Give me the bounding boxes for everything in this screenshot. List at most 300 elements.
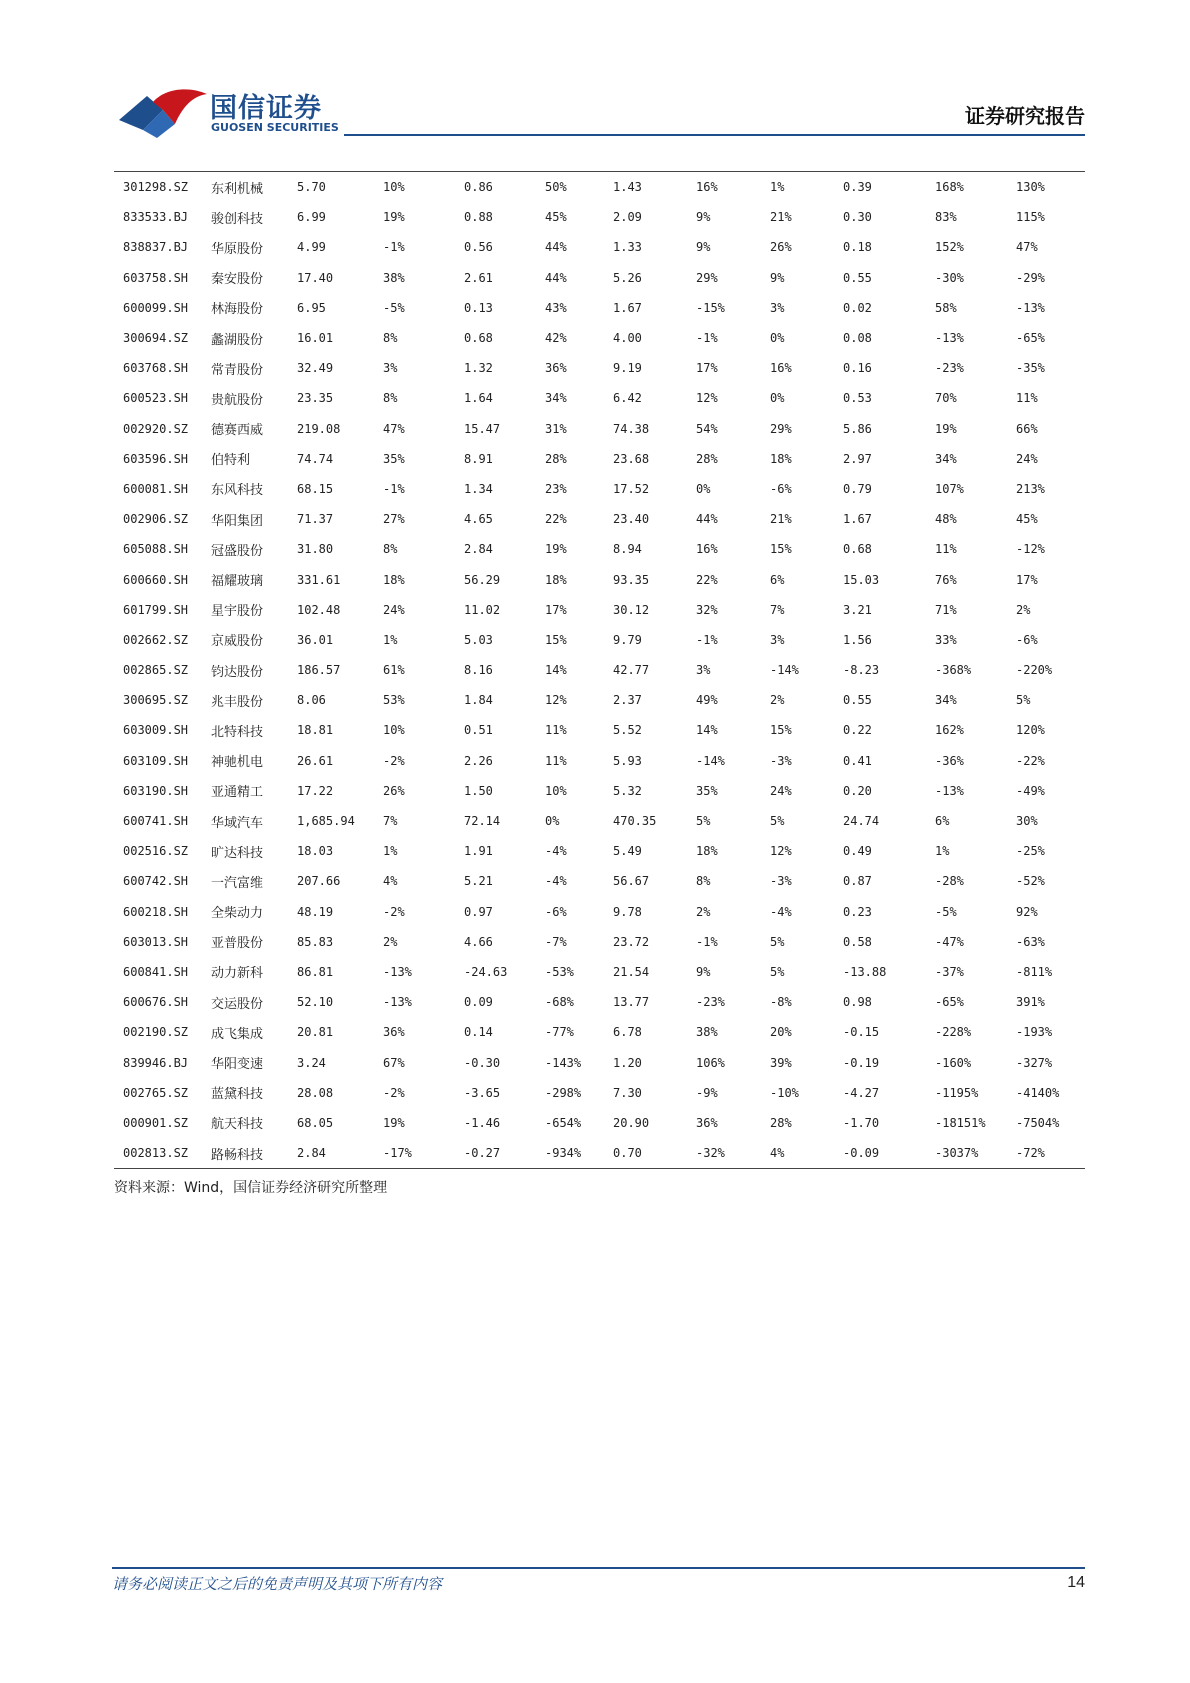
table-cell: 18% — [770, 451, 792, 466]
table-cell: -65% — [1016, 331, 1045, 346]
table-cell: -13% — [383, 995, 412, 1010]
table-body — [114, 172, 1085, 1169]
table-cell: 27% — [383, 512, 405, 527]
table-cell: 68.05 — [297, 1115, 334, 1130]
table-cell: 45% — [545, 210, 567, 225]
table-cell: 0.56 — [464, 240, 493, 255]
table-cell: 2.84 — [297, 1146, 326, 1161]
footer-divider — [112, 1567, 1085, 1569]
table-cell: 34% — [935, 451, 957, 466]
table-cell: 34% — [545, 391, 567, 406]
stock-name-cell: 钧达股份 — [211, 664, 264, 680]
table-cell: 23.40 — [613, 512, 650, 527]
table-row — [114, 957, 1085, 987]
table-cell: -77% — [545, 1025, 574, 1040]
stock-code-cell: 603190.SH — [123, 783, 189, 798]
table-cell: 10% — [545, 783, 567, 798]
table-cell: 5.93 — [613, 753, 642, 768]
table-cell: 47% — [1016, 240, 1038, 255]
table-cell: 8% — [383, 331, 398, 346]
table-cell: 3% — [770, 632, 785, 647]
table-cell: -22% — [1016, 753, 1045, 768]
table-cell: 1.67 — [843, 512, 872, 527]
stock-name-cell: 成飞集成 — [211, 1026, 264, 1042]
stock-code-cell: 002190.SZ — [123, 1025, 189, 1040]
table-cell: 1.91 — [464, 844, 493, 859]
stock-name-cell: 全柴动力 — [211, 906, 264, 922]
table-cell: 71.37 — [297, 512, 334, 527]
table-cell: 5.86 — [843, 421, 872, 436]
table-row — [114, 383, 1085, 413]
table-cell: 3.21 — [843, 602, 872, 617]
table-cell: 0.68 — [843, 542, 872, 557]
stock-code-cell: 600081.SH — [123, 481, 189, 496]
table-row — [114, 836, 1085, 866]
table-row — [114, 353, 1085, 383]
table-cell: -36% — [935, 753, 964, 768]
stock-code-cell: 002920.SZ — [123, 421, 189, 436]
stock-code-cell: 300695.SZ — [123, 693, 189, 708]
stock-name-cell: 亚通精工 — [211, 785, 264, 801]
stock-name-cell: 旷达科技 — [211, 845, 264, 861]
stock-name-cell: 伯特利 — [211, 453, 251, 469]
table-cell: 44% — [545, 240, 567, 255]
brand-name-cn: 国信证券 — [210, 93, 322, 124]
stock-code-cell: 301298.SZ — [123, 180, 189, 195]
table-cell: -0.27 — [464, 1146, 501, 1161]
guosen-logo-icon — [117, 86, 209, 140]
table-cell: 0.88 — [464, 210, 493, 225]
table-cell: -6% — [1016, 632, 1038, 647]
table-cell: 331.61 — [297, 572, 341, 587]
table-row — [114, 172, 1085, 203]
stock-valuation-table — [114, 171, 1085, 1169]
table-cell: -327% — [1016, 1055, 1053, 1070]
table-cell: 39% — [770, 1055, 792, 1070]
table-cell: 10% — [383, 180, 405, 195]
page-number: 14 — [1067, 1574, 1085, 1591]
table-cell: -4% — [770, 904, 792, 919]
table-cell: 19% — [545, 542, 567, 557]
table-cell: 50% — [545, 180, 567, 195]
table-cell: 31.80 — [297, 542, 334, 557]
stock-code-cell: 833533.BJ — [123, 210, 189, 225]
table-cell: 23.35 — [297, 391, 334, 406]
table-cell: 0.51 — [464, 723, 493, 738]
table-row — [114, 564, 1085, 594]
table-cell: 24% — [770, 783, 792, 798]
table-cell: 0.55 — [843, 270, 872, 285]
table-cell: 1.43 — [613, 180, 642, 195]
table-cell: 18.81 — [297, 723, 334, 738]
table-cell: 5.03 — [464, 632, 493, 647]
table-cell: 0.87 — [843, 874, 872, 889]
brand-name-en: GUOSEN SECURITIES — [211, 121, 339, 134]
stock-name-cell: 华原股份 — [211, 241, 264, 257]
stock-name-cell: 华阳变速 — [211, 1057, 264, 1073]
table-cell: 15.47 — [464, 421, 501, 436]
stock-name-cell: 兆丰股份 — [211, 694, 264, 710]
table-cell: 186.57 — [297, 663, 341, 678]
table-cell: 5.70 — [297, 180, 326, 195]
table-cell: 0.97 — [464, 904, 493, 919]
table-cell: -4% — [545, 874, 567, 889]
table-cell: -23% — [935, 361, 964, 376]
table-row — [114, 776, 1085, 806]
table-cell: -4% — [545, 844, 567, 859]
table-cell: 1.50 — [464, 783, 493, 798]
table-cell: 18.03 — [297, 844, 334, 859]
table-cell: 22% — [696, 572, 718, 587]
stock-name-cell: 林海股份 — [211, 302, 264, 318]
table-row — [114, 715, 1085, 745]
table-row — [114, 474, 1085, 504]
stock-code-cell: 600676.SH — [123, 995, 189, 1010]
table-cell: 1,685.94 — [297, 814, 355, 829]
table-cell: 61% — [383, 663, 405, 678]
stock-code-cell: 600523.SH — [123, 391, 189, 406]
table-cell: 24.74 — [843, 814, 880, 829]
table-cell: -8.23 — [843, 663, 880, 678]
table-cell: -7% — [545, 934, 567, 949]
table-cell: 6.78 — [613, 1025, 642, 1040]
table-cell: 17% — [696, 361, 718, 376]
table-cell: 48.19 — [297, 904, 334, 919]
report-type-label: 证券研究报告 — [965, 104, 1085, 128]
table-cell: 168% — [935, 180, 964, 195]
stock-name-cell: 亚普股份 — [211, 936, 264, 952]
table-cell: 102.48 — [297, 602, 341, 617]
table-cell: 30.12 — [613, 602, 650, 617]
table-cell: 26.61 — [297, 753, 334, 768]
table-cell: -0.19 — [843, 1055, 880, 1070]
stock-code-cell: 605088.SH — [123, 542, 189, 557]
disclaimer-text: 请务必阅读正文之后的免责声明及其项下所有内容 — [112, 1575, 443, 1593]
table-row — [114, 534, 1085, 564]
table-cell: -35% — [1016, 361, 1045, 376]
table-cell: 29% — [696, 270, 718, 285]
stock-name-cell: 蠡湖股份 — [211, 332, 264, 348]
table-cell: -15% — [696, 300, 725, 315]
table-cell: 2.61 — [464, 270, 493, 285]
stock-name-cell: 蓝黛科技 — [211, 1087, 264, 1103]
table-cell: 17% — [545, 602, 567, 617]
table-cell: -1% — [696, 632, 718, 647]
table-cell: 219.08 — [297, 421, 341, 436]
stock-code-cell: 600660.SH — [123, 572, 189, 587]
table-cell: 58% — [935, 300, 957, 315]
stock-name-cell: 秦安股份 — [211, 272, 264, 288]
table-row — [114, 595, 1085, 625]
table-cell: 1% — [383, 632, 398, 647]
table-cell: 24% — [383, 602, 405, 617]
stock-name-cell: 航天科技 — [211, 1117, 264, 1133]
stock-code-cell: 601799.SH — [123, 602, 189, 617]
table-cell: 3% — [383, 361, 398, 376]
table-cell: 8% — [383, 391, 398, 406]
table-cell: 4.66 — [464, 934, 493, 949]
table-cell: 30% — [1016, 814, 1038, 829]
table-cell: 2.26 — [464, 753, 493, 768]
table-cell: 1% — [770, 180, 785, 195]
table-cell: -8% — [770, 995, 792, 1010]
table-cell: 7% — [770, 602, 785, 617]
table-cell: 6% — [935, 814, 950, 829]
table-cell: 21% — [770, 210, 792, 225]
table-cell: 0.30 — [843, 210, 872, 225]
table-cell: 0.58 — [843, 934, 872, 949]
table-cell: 2% — [383, 934, 398, 949]
table-cell: 0% — [770, 391, 785, 406]
stock-name-cell: 福耀玻璃 — [211, 574, 264, 590]
table-cell: -24.63 — [464, 964, 508, 979]
table-cell: -65% — [935, 995, 964, 1010]
table-cell: -30% — [935, 270, 964, 285]
table-cell: 391% — [1016, 995, 1045, 1010]
stock-code-cell: 600741.SH — [123, 814, 189, 829]
table-cell: 33% — [935, 632, 957, 647]
table-cell: -2% — [383, 904, 405, 919]
table-cell: 11% — [545, 753, 567, 768]
table-cell: 45% — [1016, 512, 1038, 527]
table-cell: 2.09 — [613, 210, 642, 225]
table-cell: 2.37 — [613, 693, 642, 708]
table-cell: -68% — [545, 995, 574, 1010]
table-cell: 19% — [383, 210, 405, 225]
table-cell: 20% — [770, 1025, 792, 1040]
table-cell: 5% — [1016, 693, 1031, 708]
stock-code-cell: 600841.SH — [123, 964, 189, 979]
table-cell: 19% — [935, 421, 957, 436]
stock-code-cell: 002765.SZ — [123, 1085, 189, 1100]
table-cell: -32% — [696, 1146, 725, 1161]
table-cell: 21% — [770, 512, 792, 527]
table-cell: 26% — [770, 240, 792, 255]
table-cell: 162% — [935, 723, 964, 738]
table-cell: 6.95 — [297, 300, 326, 315]
stock-code-cell: 838837.BJ — [123, 240, 189, 255]
table-cell: 0.70 — [613, 1146, 642, 1161]
table-cell: -52% — [1016, 874, 1045, 889]
table-cell: -1% — [383, 481, 405, 496]
table-cell: 23% — [545, 481, 567, 496]
table-cell: 1.34 — [464, 481, 493, 496]
table-cell: 5.49 — [613, 844, 642, 859]
stock-name-cell: 德赛西威 — [211, 423, 264, 439]
stock-name-cell: 常青股份 — [211, 362, 264, 378]
table-cell: -2% — [383, 753, 405, 768]
stock-name-cell: 骏创科技 — [211, 211, 264, 227]
table-cell: 9.79 — [613, 632, 642, 647]
table-cell: 16.01 — [297, 331, 334, 346]
table-cell: 1.33 — [613, 240, 642, 255]
table-cell: 18% — [545, 572, 567, 587]
page-header — [0, 0, 1190, 140]
table-cell: 3% — [696, 663, 711, 678]
stock-code-cell: 002813.SZ — [123, 1146, 189, 1161]
table-cell: 5% — [770, 934, 785, 949]
table-cell: 3.24 — [297, 1055, 326, 1070]
table-cell: 48% — [935, 512, 957, 527]
table-cell: 53% — [383, 693, 405, 708]
table-cell: 28.08 — [297, 1085, 334, 1100]
table-cell: 11% — [1016, 391, 1038, 406]
stock-name-cell: 星宇股份 — [211, 604, 264, 620]
stock-name-cell: 动力新科 — [211, 966, 264, 982]
table-cell: 20.90 — [613, 1115, 650, 1130]
table-cell: 0.55 — [843, 693, 872, 708]
stock-table-container — [114, 171, 1085, 1169]
table-cell: 0.13 — [464, 300, 493, 315]
stock-name-cell: 路畅科技 — [211, 1147, 264, 1163]
table-cell: -25% — [1016, 844, 1045, 859]
table-cell: 470.35 — [613, 814, 657, 829]
stock-code-cell: 002516.SZ — [123, 844, 189, 859]
table-cell: -0.09 — [843, 1146, 880, 1161]
table-row — [114, 866, 1085, 896]
table-cell: 15% — [770, 723, 792, 738]
table-cell: 16% — [696, 180, 718, 195]
table-cell: 74.38 — [613, 421, 650, 436]
table-cell: 22% — [545, 512, 567, 527]
table-cell: 3% — [770, 300, 785, 315]
table-cell: 28% — [696, 451, 718, 466]
table-cell: 7.30 — [613, 1085, 642, 1100]
stock-code-cell: 002865.SZ — [123, 663, 189, 678]
table-cell: 15.03 — [843, 572, 880, 587]
stock-name-cell: 冠盛股份 — [211, 543, 264, 559]
table-cell: 67% — [383, 1055, 405, 1070]
stock-name-cell: 东风科技 — [211, 483, 264, 499]
table-cell: 2.97 — [843, 451, 872, 466]
stock-code-cell: 600218.SH — [123, 904, 189, 919]
stock-code-cell: 600742.SH — [123, 874, 189, 889]
table-cell: 0.98 — [843, 995, 872, 1010]
table-cell: -1195% — [935, 1085, 979, 1100]
table-row — [114, 323, 1085, 353]
stock-code-cell: 000901.SZ — [123, 1115, 189, 1130]
table-cell: 31% — [545, 421, 567, 436]
stock-name-cell: 京威股份 — [211, 634, 264, 650]
table-cell: 0.39 — [843, 180, 872, 195]
table-cell: 43% — [545, 300, 567, 315]
table-cell: 92% — [1016, 904, 1038, 919]
table-cell: 76% — [935, 572, 957, 587]
table-cell: -654% — [545, 1115, 582, 1130]
table-cell: -1% — [696, 934, 718, 949]
table-cell: 74.74 — [297, 451, 334, 466]
table-cell: -160% — [935, 1055, 972, 1070]
table-row — [114, 263, 1085, 293]
table-row — [114, 655, 1085, 685]
table-cell: -298% — [545, 1085, 582, 1100]
table-cell: 5% — [770, 814, 785, 829]
table-cell: -13% — [935, 783, 964, 798]
table-cell: 8% — [696, 874, 711, 889]
table-cell: 35% — [696, 783, 718, 798]
stock-code-cell: 603596.SH — [123, 451, 189, 466]
table-cell: 0.16 — [843, 361, 872, 376]
table-cell: 8.16 — [464, 663, 493, 678]
table-cell: -2% — [383, 1085, 405, 1100]
table-cell: 36.01 — [297, 632, 334, 647]
stock-name-cell: 北特科技 — [211, 724, 264, 740]
table-cell: 16% — [696, 542, 718, 557]
table-cell: -13% — [383, 964, 412, 979]
table-cell: 20.81 — [297, 1025, 334, 1040]
table-cell: -9% — [696, 1085, 718, 1100]
table-cell: 1.32 — [464, 361, 493, 376]
table-cell: 0.14 — [464, 1025, 493, 1040]
table-cell: 7% — [383, 814, 398, 829]
table-cell: 0.09 — [464, 995, 493, 1010]
stock-code-cell: 839946.BJ — [123, 1055, 189, 1070]
table-cell: 29% — [770, 421, 792, 436]
table-row — [114, 927, 1085, 957]
table-cell: 14% — [696, 723, 718, 738]
stock-name-cell: 东利机械 — [211, 181, 264, 197]
table-cell: 19% — [383, 1115, 405, 1130]
table-cell: 0.41 — [843, 753, 872, 768]
table-cell: 23.72 — [613, 934, 650, 949]
table-cell: 1% — [383, 844, 398, 859]
table-cell: 17.22 — [297, 783, 334, 798]
table-cell: 0.49 — [843, 844, 872, 859]
table-cell: 1.64 — [464, 391, 493, 406]
stock-code-cell: 603768.SH — [123, 361, 189, 376]
table-cell: 0% — [545, 814, 560, 829]
table-cell: 2% — [770, 693, 785, 708]
table-cell: 11% — [545, 723, 567, 738]
table-cell: 120% — [1016, 723, 1045, 738]
table-cell: 66% — [1016, 421, 1038, 436]
table-cell: -7504% — [1016, 1115, 1060, 1130]
table-cell: -0.15 — [843, 1025, 880, 1040]
table-cell: 42.77 — [613, 663, 650, 678]
table-cell: 47% — [383, 421, 405, 436]
table-cell: -47% — [935, 934, 964, 949]
table-cell: -5% — [935, 904, 957, 919]
table-cell: 72.14 — [464, 814, 501, 829]
table-cell: 71% — [935, 602, 957, 617]
table-row — [114, 504, 1085, 534]
table-cell: 85.83 — [297, 934, 334, 949]
table-cell: -1% — [696, 331, 718, 346]
table-cell: 5.32 — [613, 783, 642, 798]
table-cell: -1.46 — [464, 1115, 501, 1130]
table-cell: 12% — [545, 693, 567, 708]
table-cell: -3% — [770, 874, 792, 889]
table-cell: 35% — [383, 451, 405, 466]
table-cell: 24% — [1016, 451, 1038, 466]
table-cell: 9.78 — [613, 904, 642, 919]
table-cell: 21.54 — [613, 964, 650, 979]
table-cell: 152% — [935, 240, 964, 255]
stock-code-cell: 603758.SH — [123, 270, 189, 285]
table-cell: 28% — [545, 451, 567, 466]
stock-name-cell: 贵航股份 — [211, 392, 264, 408]
table-cell: 15% — [545, 632, 567, 647]
table-cell: -72% — [1016, 1146, 1045, 1161]
table-cell: -5% — [383, 300, 405, 315]
stock-code-cell: 300694.SZ — [123, 331, 189, 346]
table-cell: 0.20 — [843, 783, 872, 798]
table-cell: -12% — [1016, 542, 1045, 557]
table-cell: 2.84 — [464, 542, 493, 557]
table-cell: 9% — [696, 240, 711, 255]
table-row — [114, 232, 1085, 262]
table-cell: 6.42 — [613, 391, 642, 406]
